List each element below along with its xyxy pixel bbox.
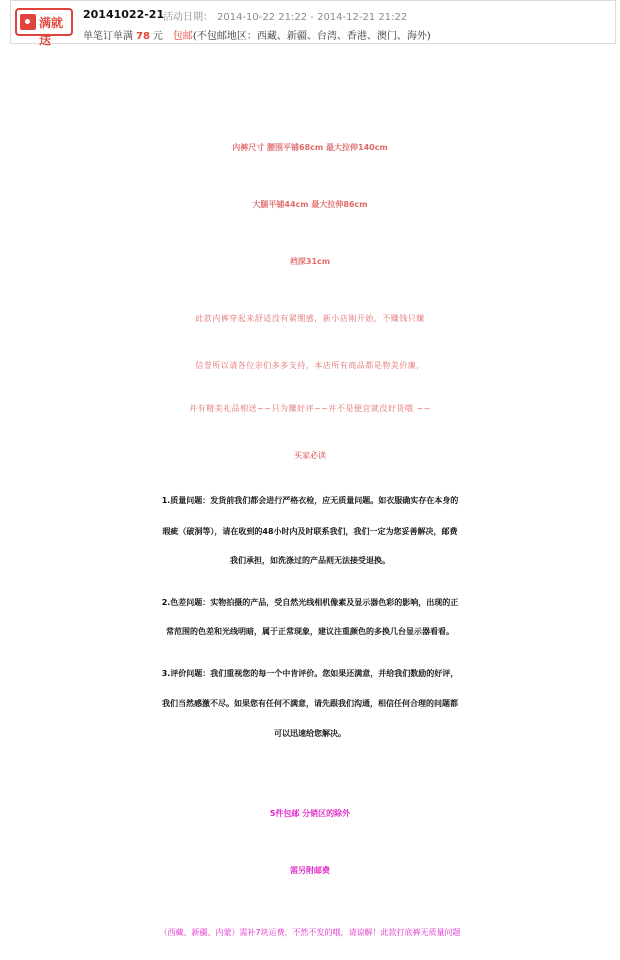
quality-line-1: 1.质量问题：发货前我们都会进行严格衣检，应无质量问题。如衣服确实存在本身的 [161,496,459,505]
size-line-waist: 内裤尺寸 腰围平铺68cm 最大拉伸140cm [232,143,388,152]
shipping-line-1: 5件包邮 分销区的除外 [269,809,351,818]
promo-code: 20141022-21 [83,8,165,21]
rule-prefix: 单笔订单满 [83,31,133,42]
review-line-3: 可以迅速给您解决。 [274,729,346,738]
shop-note-line-3: 并有精美礼品相送~~只为赚好评~~并不是便宜就没好货哦 ~~ [189,404,431,413]
shipping-line-3: （西藏、新疆、内蒙）需补7块运费，不然不发的哦，请谅解！此款打底裤无质量问题 [159,928,461,937]
promo-date-label: 活动日期： [163,12,213,23]
review-line-2: 我们当然感激不尽。如果您有任何不满意，请先跟我们沟通，相信任何合理的问题都 [162,699,458,708]
quality-line-2: 瑕疵（破洞等），请在收到的48小时内及时联系我们，我们一定为您妥善解决，邮费 [162,527,458,536]
size-line-thigh: 大腿平铺44cm 最大拉伸86cm [252,200,368,209]
price-tag-icon [20,14,36,30]
review-line-1: 3.评价问题：我们重视您的每一个中肯评价。您如果还满意，并给我们数励的好评， [161,669,459,678]
badge-label: 满就送 [39,16,64,47]
color-line-2: 常范围的色差和光线明暗，属于正常现象，建议注重颜色的多换几台显示器看看。 [166,627,454,636]
shop-note-line-1: 此款内裤穿起来舒适没有紧绷感，新小店刚开始，不赚钱只赚 [195,314,425,323]
rule-exception: (不包邮地区：西藏、新疆、台湾、香港、澳门、海外) [192,31,431,42]
size-line-rise: 裆深31cm [289,257,331,266]
shipping-line-2: 需另附邮费 [290,866,330,875]
shop-note-line-2: 信誉所以请各位亲们多多支持，本店所有商品都是物美价廉， [195,361,425,370]
promo-rule [83,27,431,42]
quality-line-3: 我们承担，如洗涤过的产品则无法接受退换。 [230,556,390,565]
promo-date [163,8,411,23]
promo-banner [10,0,616,47]
color-line-1: 2.色差问题：实物拍摄的产品，受自然光线相机像素及显示器色彩的影响，出现的正 [161,598,459,607]
promo-badge [15,8,73,47]
rule-free-shipping: 包邮 [172,31,193,42]
promo-date-range: 2014-10-22 21:22 - 2014-12-21 21:22 [217,12,408,23]
notice-title: 买家必读 [294,451,326,460]
rule-unit: 元 [152,31,163,42]
rule-amount: 78 [136,31,150,42]
